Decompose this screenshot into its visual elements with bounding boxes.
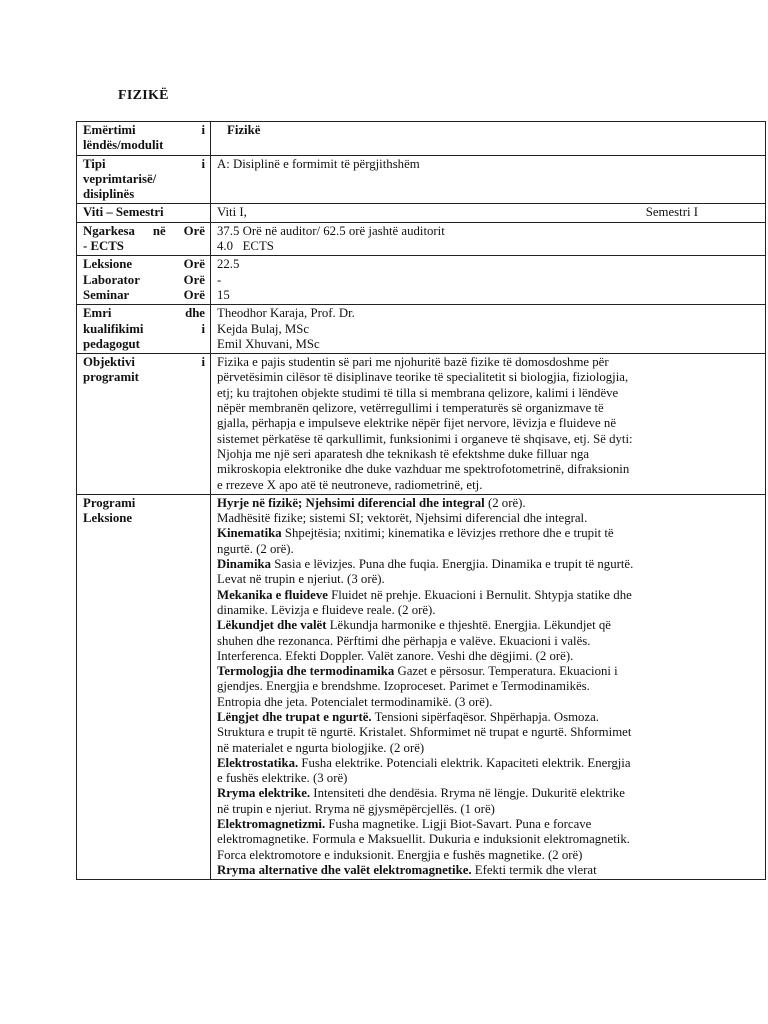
workload-label: Ngarkesa në Orë - ECTS [77, 222, 211, 256]
topic-line: e fushës elektrike. (3 orë) [217, 771, 348, 786]
hours-label: Leksione Orë Laborator Orë Seminar Orë [77, 256, 211, 305]
topic-text: Shpejtësia; nxitimi; kinematika e lëvizjes rrethore dhe e trupit të [281, 526, 614, 541]
topic-item [217, 710, 760, 725]
topic-text: Sasia e lëvizjes. Puna dhe fuqia. Energjia. Dinamika e trupit të ngurtë. [271, 557, 634, 572]
lecturer-name: Emil Xhuvani, MSc [217, 336, 320, 351]
topic-item [217, 496, 760, 511]
lecturer-name: Theodhor Karaja, Prof. Dr. [217, 306, 355, 321]
topic-heading: Elektromagnetizmi. [217, 817, 326, 832]
row-type [77, 155, 766, 204]
type-value: A: Disiplinë e formimit të përgjithshëm [211, 155, 766, 204]
objective-line: e rrezeve X apo atë të neutroneve, radiometrinë, etj. [217, 477, 483, 492]
row-objective [77, 354, 766, 495]
topic-line: gjendjes. Energjia e brendshme. Izoproceset. Parimet e Termodinamikës. [217, 679, 590, 694]
topic-text: (2 orë). [484, 495, 526, 510]
type-label: Tipi i veprimtarisë/ disiplinës [77, 155, 211, 204]
topic-line: Forca elektromotore e induksionit. Energjia e fushës magnetike. (2 orë) [217, 847, 583, 862]
topic-heading: Dinamika [217, 557, 272, 572]
topic-line: dinamike. Lëvizja e fluideve reale. (2 orë). [217, 602, 436, 617]
topic-text: Fusha magnetike. Ligji Biot-Savart. Puna e forcave [325, 817, 592, 832]
objective-line: gjalla, përhapja e impulseve elektrike nëpër fijet nervore, lëvizja e fluideve në [217, 416, 617, 431]
program-value [211, 494, 766, 879]
topic-item [217, 664, 760, 679]
topic-line: Struktura e trupit të ngurtë. Kristalet. Shformimet në trupat e ngurtë. Shformimet [217, 725, 632, 740]
topic-line: në trupin e njeriut. Rryma në gjysmëpërcjellës. (1 orë) [217, 801, 495, 816]
topic-text: Lëkundja harmonike e thjeshtë. Energjia. Lëkundjet që [326, 618, 611, 633]
lecturer-name: Kejda Bulaj, MSc [217, 321, 310, 336]
topic-heading: Hyrje në fizikë; Njehsimi diferencial dhe integral [217, 495, 485, 510]
program-label: Programi Leksione [77, 494, 211, 879]
topic-item [217, 756, 760, 771]
objective-line: etj; ku trajtohen objekte studimi të tilla si membrana qelizore, kalimi i lëndëve [217, 385, 619, 400]
objective-label: Objektivi i programit [77, 354, 211, 495]
topic-heading: Lëngjet dhe trupat e ngurtë. [217, 709, 372, 724]
lecturers-label: Emri dhe kualifikimi i pedagogut [77, 305, 211, 354]
topic-text: Fusha elektrike. Potenciali elektrik. Kapaciteti elektrik. Energjia [298, 755, 631, 770]
course-name-value: Fizikë [211, 122, 766, 156]
row-course-name [77, 122, 766, 156]
topic-text: Tensioni sipërfaqësor. Shpërhapja. Osmoza. [371, 709, 600, 724]
year-semester-label: Viti – Semestri [77, 204, 211, 222]
page-title: FIZIKË [118, 88, 169, 103]
topic-line: Entropia dhe jeta. Potencialet termodinamikë. (3 orë). [217, 694, 493, 709]
objective-value [211, 354, 766, 495]
topic-line: në materialet e ngurta biologjike. (2 orë) [217, 740, 425, 755]
syllabus-table [76, 121, 766, 880]
objective-line: Fizika e pajis studentin së pari me njohuritë bazë fizike të domosdoshme për [217, 355, 609, 370]
topic-line: elektromagnetike. Formula e Maksuellit. Dukuria e induksionit elektromagnetik. [217, 832, 630, 847]
year-semester-value: Viti I, Semestri I [211, 204, 766, 222]
objective-line: mikroskopia elektronike dhe duke vazhduar me spektrofotometrinë, difraksionin [217, 462, 630, 477]
course-name-label: Emërtimi i lëndës/modulit [77, 122, 211, 156]
objective-line: nëpër membranën qelizore, vetërregullimi i temperaturës së organizmave të [217, 401, 604, 416]
row-workload [77, 222, 766, 256]
topic-line: Interferenca. Efekti Doppler. Valët zanore. Veshi dhe dëgjimi. (2 orë). [217, 648, 574, 663]
topic-text: Efekti termik dhe vlerat [471, 862, 597, 877]
topic-text: Fluidet në prehje. Ekuacioni i Bernulit. Shtypja statike dhe [327, 587, 632, 602]
row-year-semester [77, 204, 766, 222]
topic-heading: Rryma elektrike. [217, 786, 311, 801]
topic-item [217, 817, 760, 832]
row-lecturers [77, 305, 766, 354]
row-hours [77, 256, 766, 305]
topic-item [217, 863, 760, 878]
topic-item [217, 557, 760, 572]
workload-value: 37.5 Orë në auditor/ 62.5 orë jashtë auditorit 4.0 ECTS [211, 222, 766, 256]
topic-item [217, 618, 760, 633]
topic-text: Intensiteti dhe dendësia. Rryma në lëngje. Dukuritë elektrike [310, 786, 625, 801]
topic-heading: Mekanika e fluideve [217, 587, 328, 602]
objective-line: përvetësimin cilësor të disiplinave teorike të specialitetit si biologjia, fiziologjia, [217, 370, 629, 385]
topic-heading: Elektrostatika. [217, 755, 299, 770]
topic-item [217, 786, 760, 801]
topic-text: Gazet e përsosur. Temperatura. Ekuacioni i [394, 664, 618, 679]
lecturers-value [211, 305, 766, 354]
hours-value: 22.5 - 15 [211, 256, 766, 305]
topic-item [217, 588, 760, 603]
topic-line: Madhësitë fizike; sistemi SI; vektorët, Njehsimi diferencial dhe integral. [217, 511, 588, 526]
row-program [77, 494, 766, 879]
topic-line: ngurtë. (2 orë). [217, 541, 294, 556]
topic-heading: Lëkundjet dhe valët [217, 618, 327, 633]
objective-line: sistemet përkatëse të qarkullimit, funksionimi i organeve të shqisave, etj. Së dyti: [217, 431, 633, 446]
topic-heading: Rryma alternative dhe valët elektromagnetike. [217, 862, 472, 877]
topic-line: shuhen dhe rezonanca. Përftimi dhe përhapja e valëve. Ekuacioni i valës. [217, 633, 591, 648]
objective-line: Njohja me një seri aparatesh dhe teknikash të efektshme duke filluar nga [217, 446, 590, 461]
topic-heading: Kinematika [217, 526, 282, 541]
topic-line: Levat në trupin e njeriut. (3 orë). [217, 572, 385, 587]
topic-item [217, 526, 760, 541]
topic-heading: Termologjia dhe termodinamika [217, 664, 395, 679]
